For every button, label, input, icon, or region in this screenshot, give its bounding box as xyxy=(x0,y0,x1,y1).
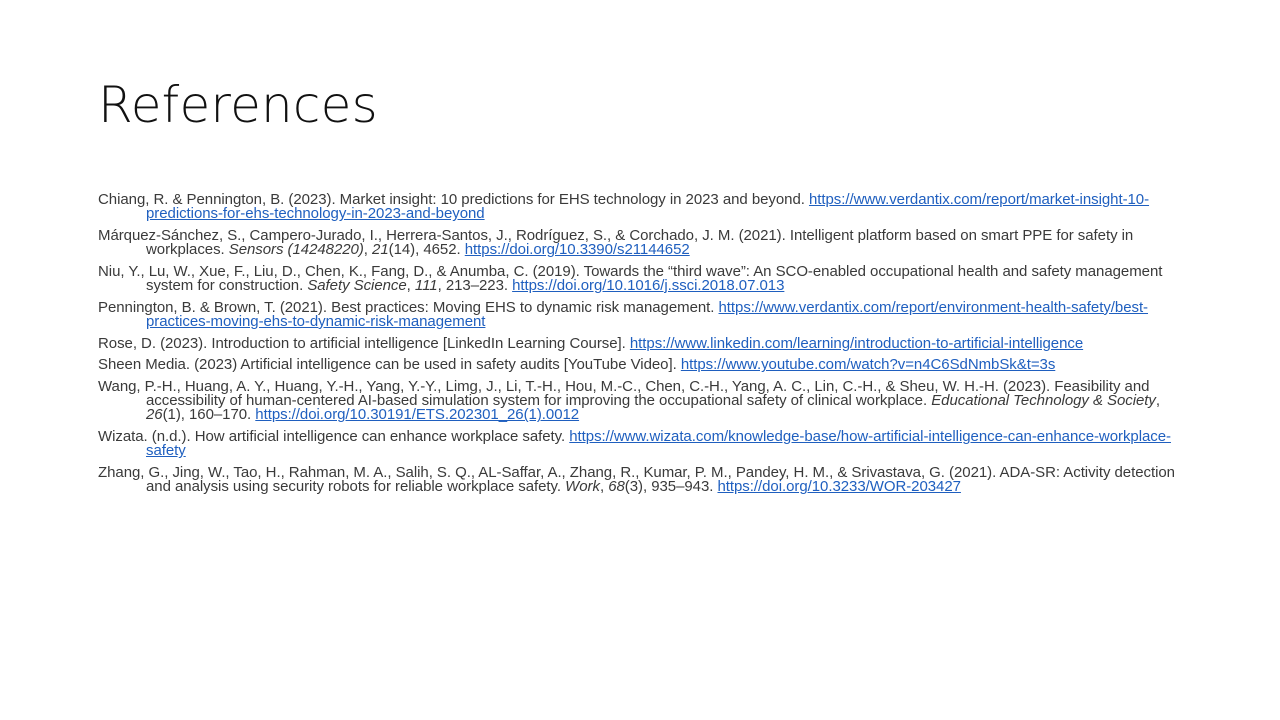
volume-number: 26 xyxy=(146,406,163,424)
reference-item-pennington xyxy=(98,298,1188,330)
reference-link[interactable]: https://doi.org/10.30191/ETS.202301_26(1).0012 xyxy=(255,406,580,424)
reference-item-sheen-media xyxy=(98,358,1188,372)
reference-text: Rose, D. (2023). Introduction to artificial intelligence [LinkedIn Learning Course]. xyxy=(98,334,630,352)
volume-number: 68 xyxy=(608,478,625,496)
reference-text: Márquez-Sánchez, S., Campero-Jurado, I., Herrera-Santos, J., Rodríguez, S., & Corchado, J. M. (2021). Intelligent platform based on smart PPE for safety in workplaces. xyxy=(98,226,1134,259)
reference-item-niu xyxy=(98,262,1188,295)
reference-link[interactable]: https://www.linkedin.com/learning/introduction-to-artificial-intelligence xyxy=(629,334,1084,352)
reference-link[interactable]: https://doi.org/10.1016/j.ssci.2018.07.013 xyxy=(512,277,785,295)
reference-link[interactable]: https://doi.org/10.3390/s21144652 xyxy=(464,241,690,259)
reference-separator: , xyxy=(363,241,373,259)
reference-text: Wang, P.-H., Huang, A. Y., Huang, Y.-H., Yang, Y.-Y., Limg, J., Li, T.-H., Hou, M.-C., Chen, C.-H., Yang, A. C., Lin, C.-H., & Sheu, W. H.-H. (2023). Feasibility and accessibility of human-centered AI-based simulation system for improving the occupational safety of clinical workplace. xyxy=(98,378,1150,410)
reference-list xyxy=(98,193,1188,502)
volume-number: 21 xyxy=(372,241,389,259)
reference-item-zhang xyxy=(98,466,1188,494)
journal-title: Educational Technology & Society xyxy=(931,392,1156,410)
reference-link[interactable]: https://www.verdantix.com/report/market-insight-10-predictions-for-ehs-technology-in-2023-and-beyond xyxy=(146,191,1150,223)
reference-text: Wizata. (n.d.). How artificial intelligence can enhance workplace safety. xyxy=(98,428,570,446)
reference-pages: (3), 935–943. xyxy=(624,478,718,496)
reference-link[interactable]: https://www.youtube.com/watch?v=n4C6SdNmbSk&t=3s xyxy=(680,356,1056,374)
reference-pages: , 213–223. xyxy=(437,277,513,295)
reference-item-wizata xyxy=(98,430,1188,458)
reference-separator: , xyxy=(599,478,609,496)
reference-text: Pennington, B. & Brown, T. (2021). Best practices: Moving EHS to dynamic risk management. xyxy=(98,298,719,316)
reference-item-wang xyxy=(98,380,1188,423)
reference-item-rose xyxy=(98,334,1188,352)
reference-link[interactable]: https://www.wizata.com/knowledge-base/how-artificial-intelligence-can-enhance-workplace-safety xyxy=(146,428,1171,460)
journal-title: Sensors (14248220) xyxy=(228,241,364,259)
slide-title: References xyxy=(98,76,378,134)
reference-pages: (14), 4652. xyxy=(388,241,465,259)
reference-link[interactable]: https://doi.org/10.3233/WOR-203427 xyxy=(717,478,961,496)
reference-pages: (1), 160–170. xyxy=(162,406,256,424)
reference-item-marquez-sanchez xyxy=(98,226,1188,259)
volume-number: 111 xyxy=(414,277,438,295)
journal-title: Work xyxy=(565,478,600,496)
reference-text: Niu, Y., Lu, W., Xue, F., Liu, D., Chen, K., Fang, D., & Anumba, C. (2019). Towards the “third wave”: An SCO-enabled occupational health and safety management system for construction. xyxy=(98,262,1163,295)
reference-separator: , xyxy=(406,277,415,295)
journal-title: Safety Science xyxy=(307,277,407,295)
reference-text: Zhang, G., Jing, W., Tao, H., Rahman, M. A., Salih, S. Q., AL-Saffar, A., Zhang, R., Kumar, P. M., Pandey, H. M., & Srivastava, G. (2021). ADA-SR: Activity detection and analysis using security robots for reliable workplace safety. xyxy=(98,464,1175,496)
reference-item-chiang xyxy=(98,193,1188,221)
reference-text: Chiang, R. & Pennington, B. (2023). Market insight: 10 predictions for EHS technology in 2023 and beyond. xyxy=(98,191,809,208)
reference-link[interactable]: https://www.verdantix.com/report/environment-health-safety/best-practices-moving-ehs-to-dynamic-risk-management xyxy=(146,298,1149,330)
reference-separator: , xyxy=(1155,392,1161,410)
reference-text: Sheen Media. (2023) Artificial intelligence can be used in safety audits [YouTube Video]. xyxy=(98,356,681,374)
